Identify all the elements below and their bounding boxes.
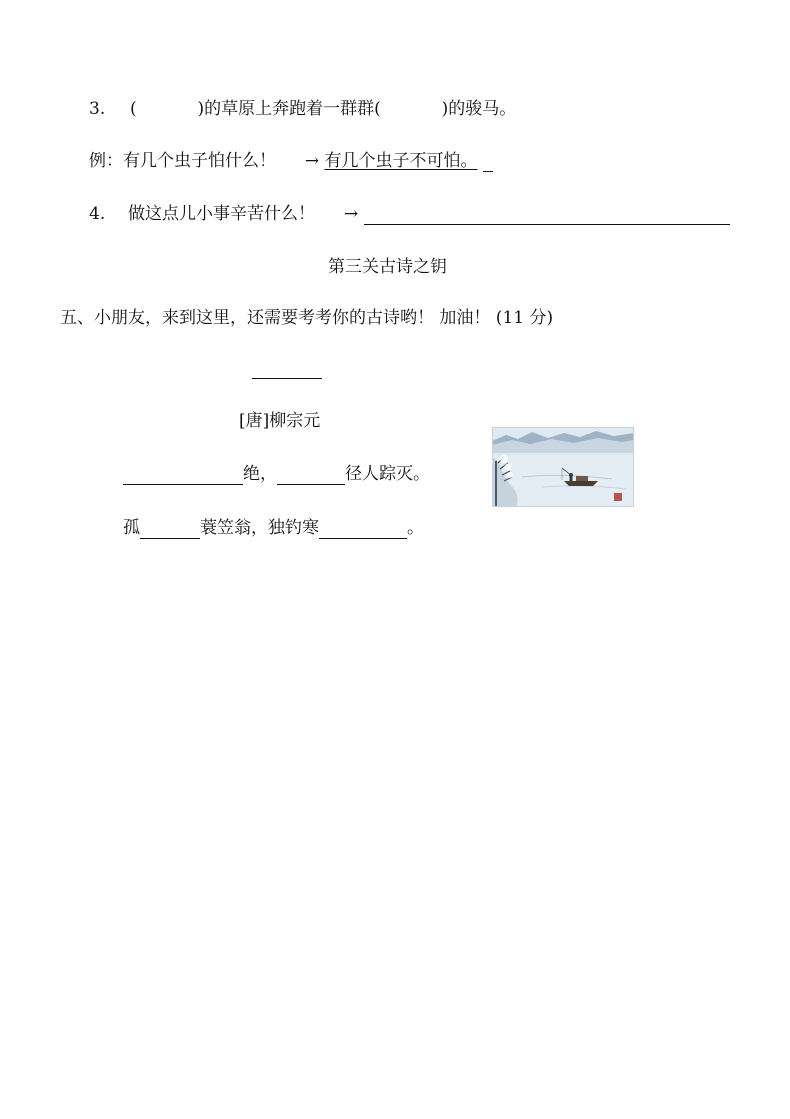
poem-line-2-blank-1[interactable] bbox=[140, 520, 200, 539]
question-3-end: )的骏马。 bbox=[441, 99, 517, 119]
poem-line-1 bbox=[123, 463, 430, 485]
question-3-open-paren: ( bbox=[130, 99, 137, 119]
poem-title-blank[interactable] bbox=[252, 360, 322, 379]
question-3-number: 3. bbox=[89, 99, 106, 119]
arrow-icon: → bbox=[304, 151, 320, 171]
question-4 bbox=[89, 203, 730, 225]
poem-line-2 bbox=[123, 517, 424, 539]
snowy-river-fishing-painting-icon bbox=[492, 427, 634, 507]
arrow-icon: → bbox=[343, 204, 359, 224]
question-4-answer-blank[interactable] bbox=[364, 206, 730, 225]
poem-line-2-text-c: 。 bbox=[407, 518, 424, 538]
poem-author: [唐]柳宗元 bbox=[239, 411, 321, 431]
poem-line-1-blank-2[interactable] bbox=[277, 466, 345, 485]
poem-line-2-text-b: 蓑笠翁，独钓寒 bbox=[200, 518, 319, 538]
question-5: 五、小朋友，来到这里，还需要考考你的古诗哟！ 加油！ (11 分) bbox=[60, 308, 554, 328]
question-3 bbox=[89, 98, 516, 120]
question-4-number: 4. bbox=[89, 204, 106, 224]
poem-line-2-text-a: 孤 bbox=[123, 518, 140, 538]
poem-line-2-blank-2[interactable] bbox=[319, 520, 407, 539]
question-3-middle: )的草原上奔跑着一群群( bbox=[197, 99, 381, 119]
example-label: 例：有几个虫子怕什么！ bbox=[89, 151, 276, 171]
question-4-text: 做这点儿小事辛苦什么！ bbox=[128, 204, 316, 224]
poem-line-1-text-a: 绝， bbox=[243, 464, 277, 484]
poem-line-1-text-b: 径人踪灭。 bbox=[345, 464, 430, 484]
example-answer: 有几个虫子不可怕。 bbox=[324, 151, 478, 171]
example-line bbox=[89, 150, 493, 172]
poem-line-1-blank-1[interactable] bbox=[123, 466, 243, 485]
section-title: 第三关古诗之钥 bbox=[328, 257, 447, 277]
